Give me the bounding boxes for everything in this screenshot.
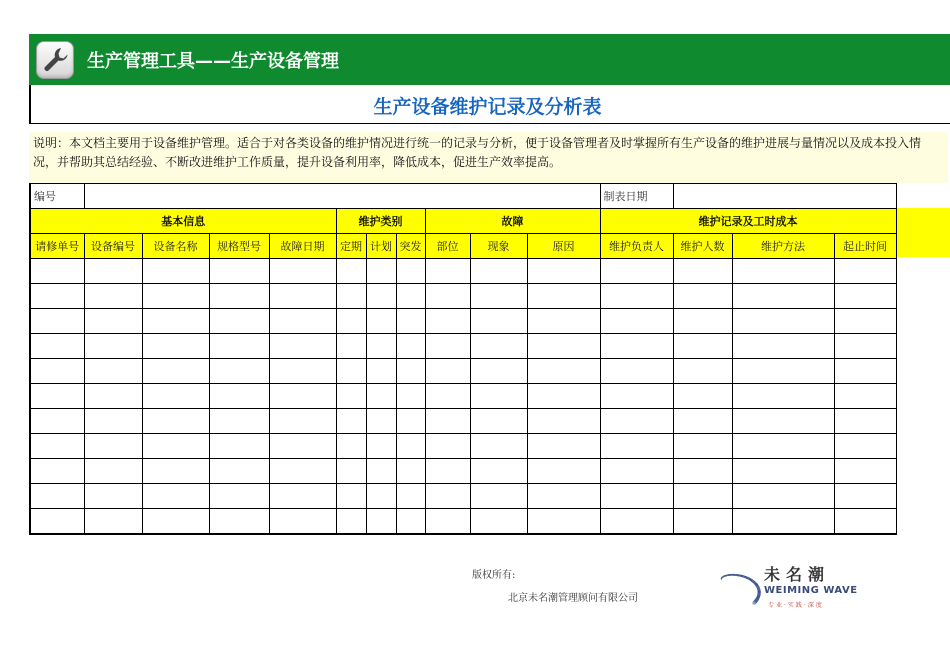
table-cell[interactable] bbox=[834, 384, 896, 409]
table-cell[interactable] bbox=[336, 459, 366, 484]
table-cell[interactable] bbox=[600, 334, 673, 359]
table-cell[interactable] bbox=[470, 309, 527, 334]
table-cell[interactable] bbox=[84, 509, 142, 535]
table-cell[interactable] bbox=[834, 484, 896, 509]
table-cell[interactable] bbox=[527, 509, 600, 535]
table-cell[interactable] bbox=[269, 509, 336, 535]
table-cell[interactable] bbox=[142, 409, 209, 434]
table-cell[interactable] bbox=[834, 359, 896, 384]
table-cell[interactable] bbox=[396, 409, 425, 434]
table-cell[interactable] bbox=[209, 259, 269, 284]
table-cell[interactable] bbox=[673, 509, 732, 535]
logo-cn: 未名潮 bbox=[764, 565, 831, 584]
table-cell[interactable] bbox=[142, 284, 209, 309]
col-header: 设备名称 bbox=[142, 234, 209, 259]
table-cell[interactable] bbox=[142, 309, 209, 334]
table-cell[interactable] bbox=[84, 359, 142, 384]
table-cell[interactable] bbox=[30, 359, 84, 384]
number-label: 编号 bbox=[30, 184, 84, 209]
table-cell[interactable] bbox=[30, 309, 84, 334]
table-row bbox=[30, 509, 896, 535]
table-cell[interactable] bbox=[673, 284, 732, 309]
maintenance-table bbox=[29, 183, 897, 535]
table-cell[interactable] bbox=[209, 434, 269, 459]
table-cell[interactable] bbox=[527, 409, 600, 434]
table-cell[interactable] bbox=[366, 434, 396, 459]
table-cell[interactable] bbox=[142, 384, 209, 409]
table-cell[interactable] bbox=[336, 409, 366, 434]
table-cell[interactable] bbox=[425, 509, 470, 535]
table-cell[interactable] bbox=[600, 384, 673, 409]
table-cell[interactable] bbox=[425, 259, 470, 284]
table-cell[interactable] bbox=[470, 509, 527, 535]
table-cell[interactable] bbox=[366, 409, 396, 434]
col-header: 起止时间 bbox=[834, 234, 896, 259]
table-cell[interactable] bbox=[142, 484, 209, 509]
table-cell[interactable] bbox=[396, 359, 425, 384]
table-cell[interactable] bbox=[600, 309, 673, 334]
table-cell[interactable] bbox=[470, 484, 527, 509]
table-row bbox=[30, 434, 896, 459]
table-cell[interactable] bbox=[470, 334, 527, 359]
table-cell[interactable] bbox=[269, 384, 336, 409]
table-cell[interactable] bbox=[527, 459, 600, 484]
table-cell[interactable] bbox=[30, 409, 84, 434]
table-cell[interactable] bbox=[470, 459, 527, 484]
table-cell[interactable] bbox=[732, 409, 834, 434]
table-cell[interactable] bbox=[527, 434, 600, 459]
table-cell[interactable] bbox=[209, 284, 269, 309]
table-cell[interactable] bbox=[336, 309, 366, 334]
table-cell[interactable] bbox=[600, 459, 673, 484]
table-cell[interactable] bbox=[30, 434, 84, 459]
table-cell[interactable] bbox=[336, 434, 366, 459]
table-cell[interactable] bbox=[470, 284, 527, 309]
table-cell[interactable] bbox=[269, 309, 336, 334]
table-cell[interactable] bbox=[30, 459, 84, 484]
table-cell[interactable] bbox=[425, 309, 470, 334]
table-cell[interactable] bbox=[425, 359, 470, 384]
table-cell[interactable] bbox=[425, 334, 470, 359]
table-cell[interactable] bbox=[527, 259, 600, 284]
date-input[interactable] bbox=[673, 184, 896, 209]
table-cell[interactable] bbox=[834, 409, 896, 434]
table-cell[interactable] bbox=[600, 509, 673, 535]
sheet-title: 生产设备维护记录及分析表 bbox=[373, 96, 602, 118]
table-cell[interactable] bbox=[336, 284, 366, 309]
table-cell[interactable] bbox=[396, 384, 425, 409]
table-cell[interactable] bbox=[209, 459, 269, 484]
table-cell[interactable] bbox=[336, 384, 366, 409]
table-cell[interactable] bbox=[673, 434, 732, 459]
table-cell[interactable] bbox=[834, 259, 896, 284]
col-header: 定期 bbox=[336, 234, 366, 259]
table-cell[interactable] bbox=[673, 359, 732, 384]
table-cell[interactable] bbox=[30, 484, 84, 509]
col-header: 规格型号 bbox=[209, 234, 269, 259]
table-cell[interactable] bbox=[269, 409, 336, 434]
table-cell[interactable] bbox=[396, 434, 425, 459]
table-cell[interactable] bbox=[84, 409, 142, 434]
table-cell[interactable] bbox=[269, 334, 336, 359]
table-cell[interactable] bbox=[425, 434, 470, 459]
table-row bbox=[30, 484, 896, 509]
table-cell[interactable] bbox=[673, 309, 732, 334]
table-row bbox=[30, 284, 896, 309]
table-cell[interactable] bbox=[673, 459, 732, 484]
table-cell[interactable] bbox=[84, 259, 142, 284]
table-cell[interactable] bbox=[600, 484, 673, 509]
table-cell[interactable] bbox=[336, 359, 366, 384]
table-cell[interactable] bbox=[673, 259, 732, 284]
table-cell[interactable] bbox=[527, 309, 600, 334]
col-header: 维护方法 bbox=[732, 234, 834, 259]
table-cell[interactable] bbox=[600, 284, 673, 309]
table-cell[interactable] bbox=[425, 409, 470, 434]
header-extension bbox=[896, 208, 950, 257]
table-cell[interactable] bbox=[269, 484, 336, 509]
table-cell[interactable] bbox=[732, 259, 834, 284]
table-cell[interactable] bbox=[470, 434, 527, 459]
table-cell[interactable] bbox=[834, 284, 896, 309]
table-cell[interactable] bbox=[209, 484, 269, 509]
table-cell[interactable] bbox=[470, 359, 527, 384]
table-cell[interactable] bbox=[142, 434, 209, 459]
table-cell[interactable] bbox=[269, 284, 336, 309]
table-cell[interactable] bbox=[336, 484, 366, 509]
logo-slogan: 专业·实践·深度 bbox=[768, 602, 824, 609]
table-cell[interactable] bbox=[366, 309, 396, 334]
sheet-title-box bbox=[29, 85, 950, 124]
col-header: 维护负责人 bbox=[600, 234, 673, 259]
table-cell[interactable] bbox=[396, 259, 425, 284]
group-fault: 故障 bbox=[425, 209, 600, 234]
table-cell[interactable] bbox=[527, 334, 600, 359]
table-cell[interactable] bbox=[673, 334, 732, 359]
table-cell[interactable] bbox=[732, 509, 834, 535]
wrench-icon bbox=[36, 41, 74, 79]
table-cell[interactable] bbox=[600, 359, 673, 384]
copyright-label: 版权所有: bbox=[472, 570, 516, 581]
table-cell[interactable] bbox=[336, 509, 366, 535]
col-header: 故障日期 bbox=[269, 234, 336, 259]
table-cell[interactable] bbox=[142, 259, 209, 284]
logo-dot bbox=[752, 601, 755, 604]
table-cell[interactable] bbox=[336, 259, 366, 284]
table-cell[interactable] bbox=[84, 484, 142, 509]
col-header: 维护人数 bbox=[673, 234, 732, 259]
table-cell[interactable] bbox=[209, 334, 269, 359]
table-cell[interactable] bbox=[30, 284, 84, 309]
table-cell[interactable] bbox=[142, 334, 209, 359]
table-cell[interactable] bbox=[732, 434, 834, 459]
table-row bbox=[30, 459, 896, 484]
table-cell[interactable] bbox=[366, 359, 396, 384]
banner-title: 生产管理工具——生产设备管理 bbox=[87, 51, 339, 72]
company-name: 北京未名潮管理顾问有限公司 bbox=[508, 593, 638, 604]
table-cell[interactable] bbox=[366, 384, 396, 409]
col-header: 突发 bbox=[396, 234, 425, 259]
table-cell[interactable] bbox=[269, 459, 336, 484]
table-cell[interactable] bbox=[366, 284, 396, 309]
table-cell[interactable] bbox=[673, 409, 732, 434]
table-cell[interactable] bbox=[834, 509, 896, 535]
table-cell[interactable] bbox=[84, 459, 142, 484]
table-cell[interactable] bbox=[269, 359, 336, 384]
date-label: 制表日期 bbox=[600, 184, 673, 209]
table-cell[interactable] bbox=[732, 334, 834, 359]
table-cell[interactable] bbox=[470, 409, 527, 434]
table-row bbox=[30, 259, 896, 284]
table-row bbox=[30, 309, 896, 334]
table-cell[interactable] bbox=[142, 509, 209, 535]
table-cell[interactable] bbox=[834, 434, 896, 459]
table-cell[interactable] bbox=[336, 334, 366, 359]
number-input[interactable] bbox=[84, 184, 600, 209]
col-header: 请修单号 bbox=[30, 234, 84, 259]
table-cell[interactable] bbox=[209, 359, 269, 384]
table-cell[interactable] bbox=[425, 284, 470, 309]
table-cell[interactable] bbox=[527, 384, 600, 409]
table-cell[interactable] bbox=[396, 309, 425, 334]
table-cell[interactable] bbox=[600, 434, 673, 459]
table-cell[interactable] bbox=[396, 284, 425, 309]
table-cell[interactable] bbox=[396, 484, 425, 509]
table-cell[interactable] bbox=[732, 484, 834, 509]
col-header: 计划 bbox=[366, 234, 396, 259]
table-cell[interactable] bbox=[209, 309, 269, 334]
table-cell[interactable] bbox=[84, 309, 142, 334]
group-basic: 基本信息 bbox=[30, 209, 336, 234]
table-cell[interactable] bbox=[30, 259, 84, 284]
table-cell[interactable] bbox=[209, 509, 269, 535]
table-cell[interactable] bbox=[425, 459, 470, 484]
table-cell[interactable] bbox=[425, 384, 470, 409]
table-row bbox=[30, 384, 896, 409]
group-category: 维护类别 bbox=[336, 209, 425, 234]
table-cell[interactable] bbox=[269, 259, 336, 284]
table-cell[interactable] bbox=[527, 484, 600, 509]
description: 说明：本文档主要用于设备维护管理。适合于对各类设备的维护情况进行统一的记录与分析，便于设备管理者及时掌握所有生产设备的维护进展与量情况以及成本投入情况，并帮助其总结经验、不断改进维护工作质量，提升设备利用率，降低成本，促进生产效率提高。 bbox=[29, 132, 948, 183]
table-cell[interactable] bbox=[84, 284, 142, 309]
table-cell[interactable] bbox=[732, 309, 834, 334]
table-cell[interactable] bbox=[366, 459, 396, 484]
table-cell[interactable] bbox=[269, 434, 336, 459]
table-cell[interactable] bbox=[834, 309, 896, 334]
table-cell[interactable] bbox=[527, 284, 600, 309]
table-cell[interactable] bbox=[84, 334, 142, 359]
col-header: 原因 bbox=[527, 234, 600, 259]
table-cell[interactable] bbox=[396, 509, 425, 535]
table-row bbox=[30, 409, 896, 434]
table-cell[interactable] bbox=[366, 334, 396, 359]
table-cell[interactable] bbox=[834, 459, 896, 484]
table-cell[interactable] bbox=[673, 384, 732, 409]
table-cell[interactable] bbox=[470, 259, 527, 284]
table-cell[interactable] bbox=[396, 334, 425, 359]
table-cell[interactable] bbox=[732, 359, 834, 384]
table-cell[interactable] bbox=[84, 384, 142, 409]
table-cell[interactable] bbox=[366, 509, 396, 535]
table-cell[interactable] bbox=[209, 409, 269, 434]
table-cell[interactable] bbox=[732, 459, 834, 484]
table-cell[interactable] bbox=[732, 284, 834, 309]
table-cell[interactable] bbox=[366, 484, 396, 509]
group-record: 维护记录及工时成本 bbox=[600, 209, 896, 234]
table-cell[interactable] bbox=[600, 409, 673, 434]
table-cell[interactable] bbox=[425, 484, 470, 509]
table-cell[interactable] bbox=[673, 484, 732, 509]
weiming-wave-logo bbox=[686, 556, 858, 612]
table-cell[interactable] bbox=[30, 334, 84, 359]
col-header: 现象 bbox=[470, 234, 527, 259]
table-cell[interactable] bbox=[209, 384, 269, 409]
table-cell[interactable] bbox=[30, 384, 84, 409]
header-banner bbox=[29, 34, 950, 85]
table-cell[interactable] bbox=[366, 259, 396, 284]
table-cell[interactable] bbox=[142, 459, 209, 484]
table-cell[interactable] bbox=[396, 459, 425, 484]
table-cell[interactable] bbox=[834, 334, 896, 359]
table-cell[interactable] bbox=[600, 259, 673, 284]
table-cell[interactable] bbox=[142, 359, 209, 384]
logo-en: WEIMING WAVE bbox=[764, 585, 858, 596]
table-cell[interactable] bbox=[84, 434, 142, 459]
table-cell[interactable] bbox=[470, 384, 527, 409]
table-cell[interactable] bbox=[30, 509, 84, 535]
table-row bbox=[30, 359, 896, 384]
wave-logo-icon bbox=[686, 556, 762, 612]
col-header: 设备编号 bbox=[84, 234, 142, 259]
col-header: 部位 bbox=[425, 234, 470, 259]
table-cell[interactable] bbox=[527, 359, 600, 384]
table-row bbox=[30, 334, 896, 359]
table-cell[interactable] bbox=[732, 384, 834, 409]
